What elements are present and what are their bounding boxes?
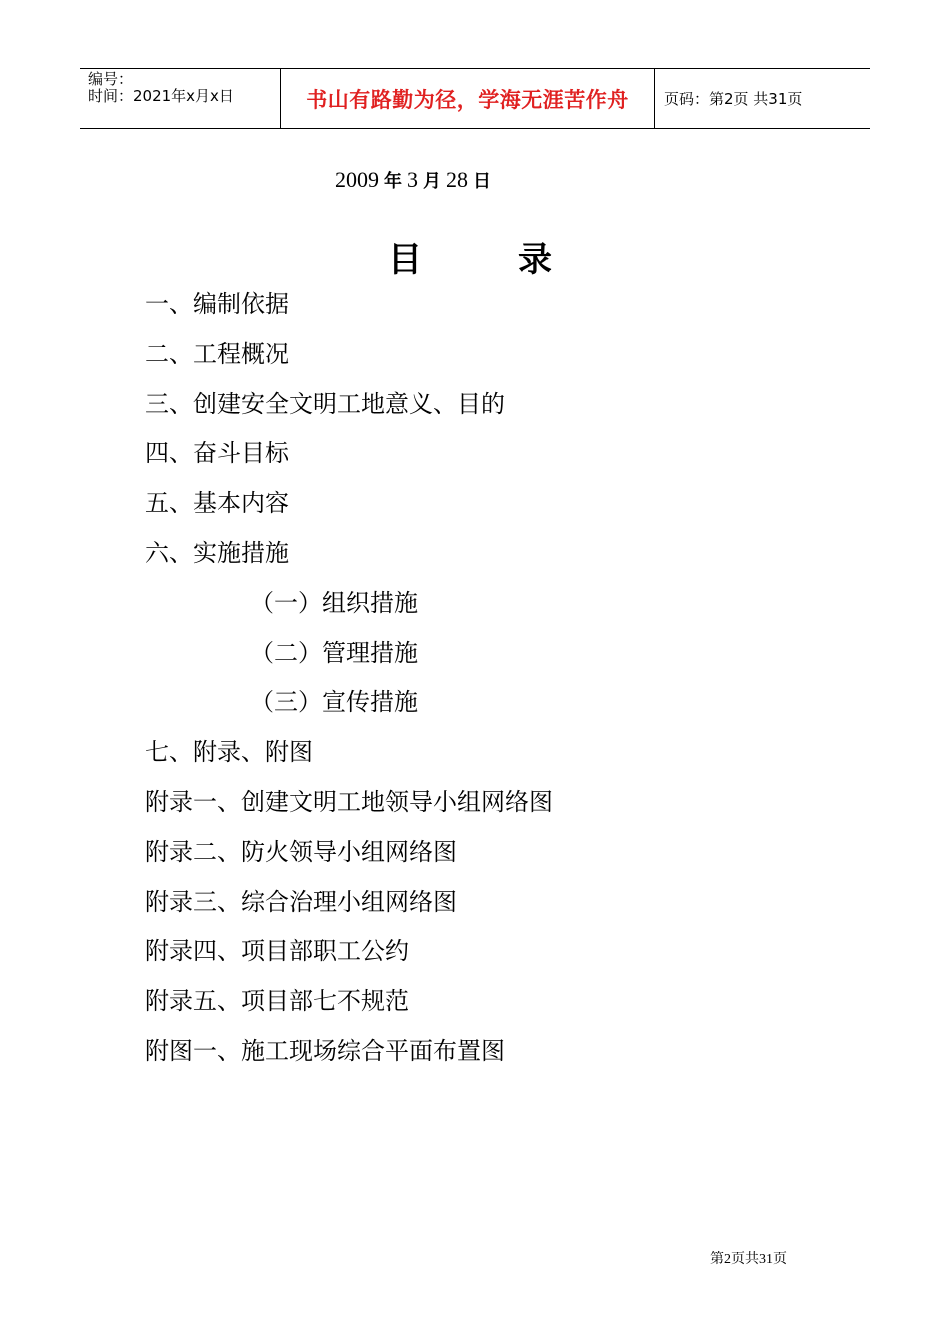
page-footer: 第2页共31页 [710,1252,787,1267]
toc-item: 附录一、创建文明工地领导小组网络图 [145,787,553,816]
toc-item: 七、附录、附图 [145,738,313,767]
toc-title [388,232,552,281]
toc-item: 附录三、综合治理小组网络图 [145,887,457,916]
header-number-label: 编号： [88,70,134,88]
toc-subitem: （一）组织措施 [250,588,418,617]
header-meta [80,69,281,128]
toc-subitem: （二）管理措施 [250,638,418,667]
toc-item: 附录五、项目部七不规范 [145,987,409,1016]
toc-list [145,280,553,1077]
toc-item: 四、奋斗目标 [145,439,289,468]
toc-item: 一、编制依据 [145,290,289,318]
toc-subitem: （三）宣传措施 [250,688,418,717]
date-year-char: 年 [384,171,402,192]
header-motto: 书山有路勤为径，学海无涯苦作舟 [281,69,655,128]
toc-item: 六、实施措施 [145,538,289,567]
toc-item: 附录四、项目部职工公约 [145,937,409,966]
date-day: 28 [446,167,468,192]
page-header [80,68,870,129]
date-month-char: 月 [423,171,441,192]
header-time-label: 时间：2021年x月x日 [88,87,234,105]
toc-title-right: 录 [518,240,552,280]
date-year: 2009 [335,167,379,192]
toc-item: 附录二、防火领导小组网络图 [145,837,457,866]
toc-item: 二、工程概况 [145,339,289,368]
toc-item: 五、基本内容 [145,489,289,518]
header-page-info: 页码：第2页 共31页 [664,90,803,108]
toc-item: 附图一、施工现场综合平面布置图 [145,1036,505,1065]
document-date [335,167,496,193]
date-day-char: 日 [473,171,491,192]
toc-item: 三、创建安全文明工地意义、目的 [145,389,505,418]
toc-title-left: 目 [388,240,422,280]
date-month: 3 [407,167,418,192]
